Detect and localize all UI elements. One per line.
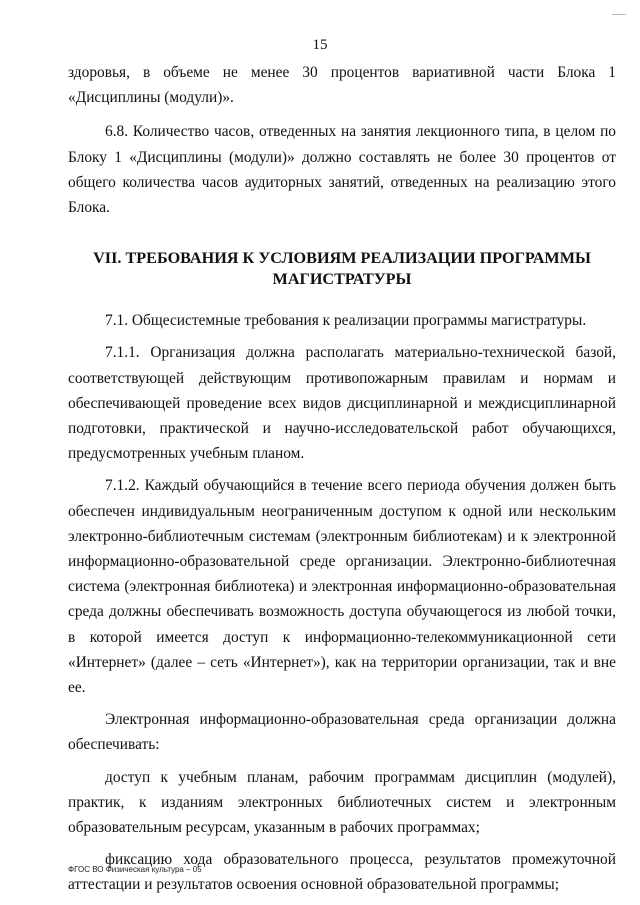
page-number: 15 — [312, 37, 328, 53]
paragraph-continuation: здоровья, в объеме не менее 30 процентов вариативной части Блока 1 «Дисциплины (модули)». — [68, 64, 616, 107]
section-heading-line-1: VII. ТРЕБОВАНИЯ К УСЛОВИЯМ РЕАЛИЗАЦИИ ПРОГРАММЫ — [93, 249, 591, 268]
paragraph-7-1-2: 7.1.2. Каждый обучающийся в течение всего периода обучения должен быть обеспечен индивидуальным неограниченным доступом к одной или нескольким электронно-библиотечным системам (электронным библиотекам) и к электронной информационно-образовательной среде организации. Электронно-библиотечная система (электронная библиотека) и электронная информационно-образовательная среда должны обеспечивать возможность доступа обучающегося из любой точки, в которой имеется доступ к информационно-телекоммуникационной сети «Интернет» (далее – сеть «Интернет»), как на территории организации, так и вне ее. — [68, 477, 616, 697]
section-heading-line-2: МАГИСТРАТУРЫ — [272, 270, 412, 289]
paragraph-7-1-1: 7.1.1. Организация должна располагать материально-технической базой, соответствующей действующим противопожарным правилам и нормам и обеспечивающей проведение всех видов дисциплинарной и междисциплинарной подготовки, практической и научно-исследовательской работ обучающихся, предусмотренных учебным планом. — [68, 344, 616, 463]
paragraph-7-1: 7.1. Общесистемные требования к реализации программы магистратуры. — [105, 312, 587, 330]
page-body — [68, 60, 616, 898]
list-item-recording: фиксацию хода образовательного процесса, результатов промежуточной аттестации и результатов освоения основной образовательной программы; — [68, 851, 616, 894]
paragraph-eios-intro: Электронная информационно-образовательная среда организации должна обеспечивать: — [68, 711, 616, 754]
paragraph-6-8: 6.8. Количество часов, отведенных на занятия лекционного типа, в целом по Блоку 1 «Дисциплины (модули)» должно составлять не более 30 процентов от общего количества часов аудиторных занятий, отведенных на реализацию этого Блока. — [68, 123, 616, 217]
scan-artifact — [612, 14, 626, 15]
page-footer: ФГОС ВО Физическая культура – 05 — [68, 865, 202, 874]
list-item-access: доступ к учебным планам, рабочим программам дисциплин (модулей), практик, к изданиям электронных библиотечных систем и электронным образовательным ресурсам, указанным в рабочих программах; — [68, 768, 616, 837]
section-heading — [68, 248, 616, 290]
